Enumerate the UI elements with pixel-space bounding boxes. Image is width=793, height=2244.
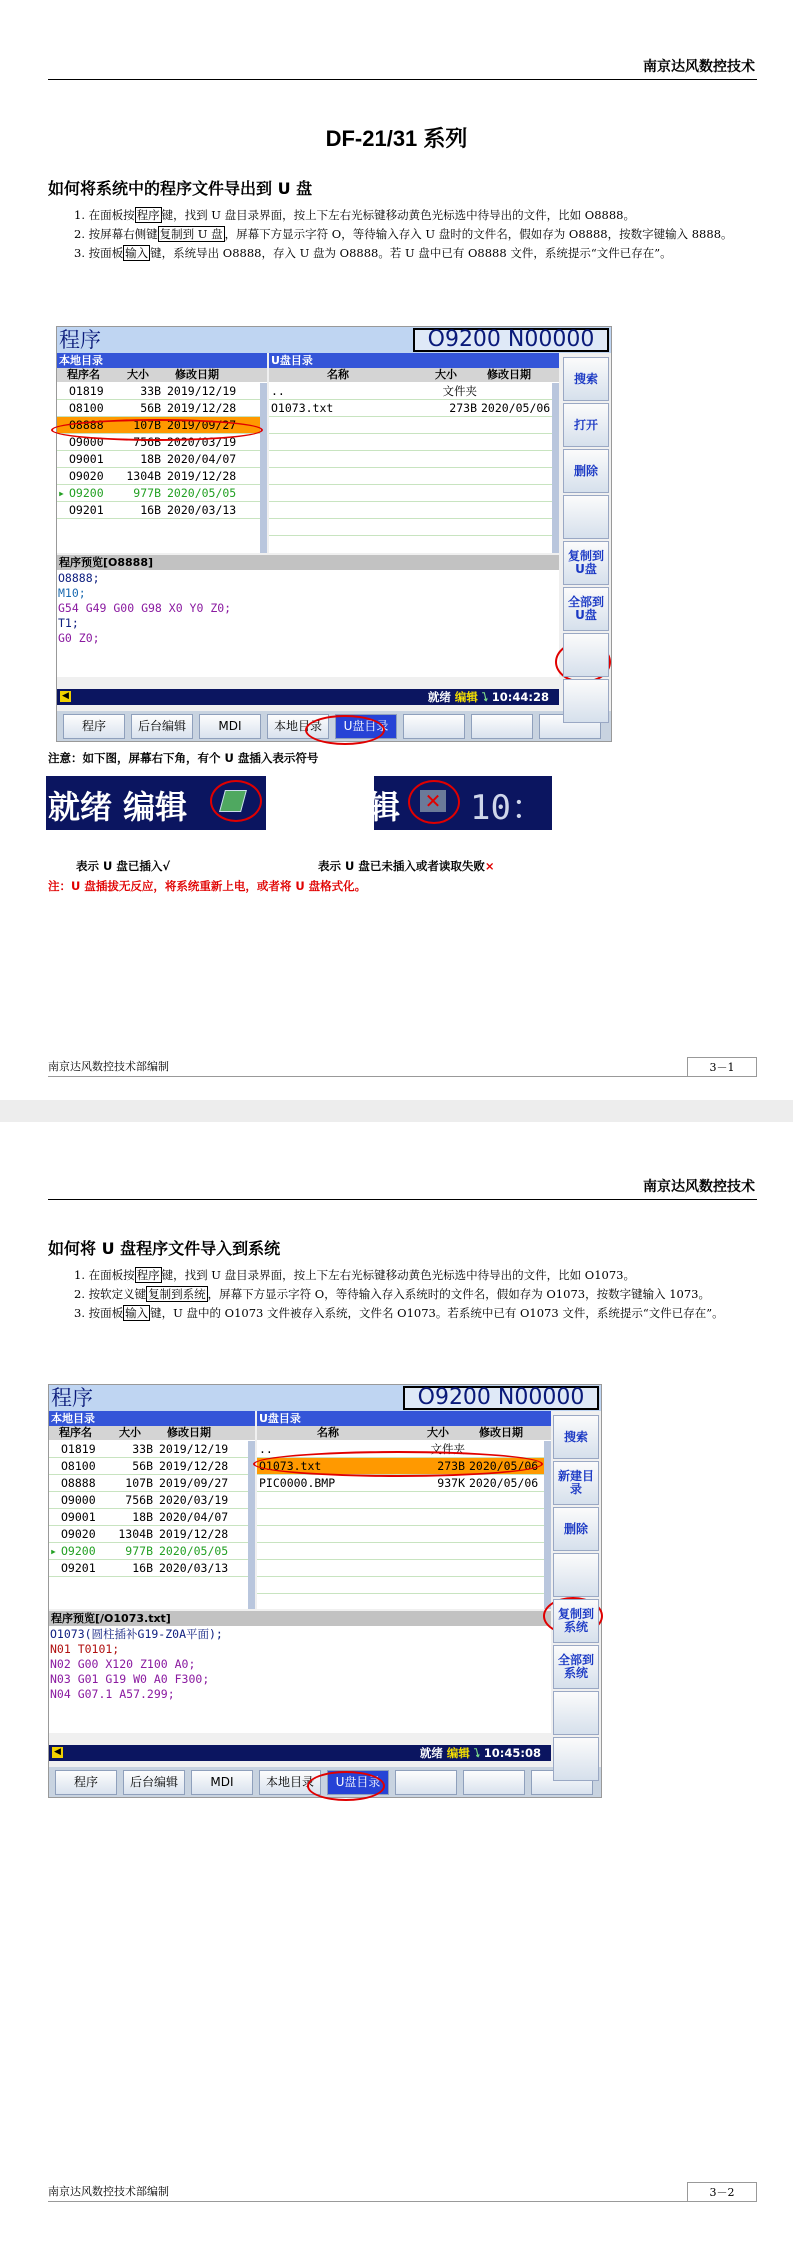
usb-file-row[interactable] xyxy=(269,434,559,451)
tab-4[interactable]: 本地目录 xyxy=(259,1770,321,1795)
local-column-header: 程序名 大小 修改日期 xyxy=(57,368,267,382)
local-scrollbar[interactable] xyxy=(260,383,267,553)
local-directory-title: 本地目录 xyxy=(57,353,267,368)
cell-date: 2020/04/07 xyxy=(167,452,237,466)
key-input: 输入 xyxy=(125,246,149,260)
status-time: 10:44:28 xyxy=(491,690,549,704)
soft-key-2[interactable]: 打开 xyxy=(563,403,609,447)
crop-edit-char: 辑 xyxy=(368,788,401,826)
screen-titlebar xyxy=(49,1385,601,1411)
usb-file-row[interactable] xyxy=(269,451,559,468)
tab-5[interactable]: U盘目录 xyxy=(327,1770,389,1795)
cell-name: O1073.txt xyxy=(259,1459,322,1473)
cnc-screen-export xyxy=(56,326,612,742)
usb-not-inserted-crop xyxy=(368,776,552,830)
cell-size: 273B xyxy=(437,1459,465,1473)
cell-size: 33B xyxy=(132,1442,153,1456)
tab-7[interactable] xyxy=(471,714,533,739)
step-3: 3. 按面板 输入 键，U 盘中的 O1073 文件被存入系统，文件名 O1073。若系统中已有 O1073 文件，系统提示“文件已存在”。 xyxy=(74,1306,724,1320)
cell-size: 56B xyxy=(140,401,161,415)
cell-date: 2019/12/28 xyxy=(159,1459,229,1473)
local-program-row[interactable] xyxy=(49,1458,255,1475)
preview-title: 程序预览[/O1073.txt] xyxy=(49,1611,551,1626)
page-header: 南京达风数控技术 xyxy=(48,54,757,80)
cell-date: 2020/04/07 xyxy=(159,1510,229,1524)
status-bar xyxy=(57,689,559,705)
cell-date: 2019/12/28 xyxy=(159,1527,229,1541)
usb-inserted-icon: ⭝ xyxy=(473,1746,480,1760)
local-program-row[interactable] xyxy=(57,434,267,451)
usb-inserted-icon: ⭝ xyxy=(481,690,488,704)
cell-name: PIC0000.BMP xyxy=(259,1476,336,1490)
local-program-row[interactable] xyxy=(57,485,267,502)
cell-date: 2019/12/28 xyxy=(167,401,237,415)
local-scrollbar[interactable] xyxy=(248,1441,255,1609)
instructions xyxy=(52,1266,760,1323)
preview-line: G54 G49 G00 G98 X0 Y0 Z0; xyxy=(58,601,232,615)
usb-file-row[interactable] xyxy=(257,1560,551,1577)
local-program-row[interactable] xyxy=(49,1475,255,1492)
cell-date: 2020/05/06 xyxy=(469,1476,539,1490)
local-program-row[interactable] xyxy=(49,1492,255,1509)
soft-key-6[interactable]: 全部到系统 xyxy=(553,1645,599,1689)
screen-title: 程序 xyxy=(51,1386,93,1410)
cell-name: O1819 xyxy=(69,384,104,398)
cell-size: 107B xyxy=(133,418,161,432)
cell-size: 756B xyxy=(125,1493,153,1507)
soft-key-6[interactable]: 全部到U盘 xyxy=(563,587,609,631)
page-number: 3－2 xyxy=(687,2182,757,2202)
status-ready: 就绪 xyxy=(427,690,451,704)
soft-key-7[interactable] xyxy=(563,633,609,677)
cell-name: O8888 xyxy=(61,1476,96,1490)
document-page-1 xyxy=(0,0,793,1100)
cell-name: O9020 xyxy=(61,1527,96,1541)
cell-name: O9000 xyxy=(61,1493,96,1507)
cell-name: O8100 xyxy=(69,401,104,415)
tab-2[interactable]: 后台编辑 xyxy=(123,1770,185,1795)
cell-date: 2019/09/27 xyxy=(159,1476,229,1490)
soft-key-2[interactable]: 新建目录 xyxy=(553,1461,599,1505)
usb-scrollbar[interactable] xyxy=(552,383,559,553)
cell-size: 文件夹 xyxy=(442,384,477,398)
section-heading: 如何将系统中的程序文件导出到 U 盘 xyxy=(48,179,313,198)
local-program-row[interactable] xyxy=(49,1543,255,1560)
tab-3[interactable]: MDI xyxy=(199,714,261,739)
cell-name: O9001 xyxy=(69,452,104,466)
status-bar xyxy=(49,1745,551,1761)
local-directory-pane xyxy=(49,1411,255,1609)
cell-name: O9020 xyxy=(69,469,104,483)
tab-6[interactable] xyxy=(395,1770,457,1795)
program-number: O9200 N00000 xyxy=(403,1386,599,1410)
step-1: 1. 在面板按 程序 键，找到 U 盘目录界面，按上下左右光标键移动黄色光标选中待导出的文件，比如 O1073。 xyxy=(74,1268,635,1282)
cell-date: 2020/05/06 xyxy=(481,401,551,415)
local-program-row[interactable] xyxy=(57,417,267,434)
cell-size: 18B xyxy=(132,1510,153,1524)
preview-line: N04 G07.1 A57.299; xyxy=(50,1687,175,1701)
preview-line: T1; xyxy=(58,616,79,630)
soft-key-3[interactable]: 删除 xyxy=(553,1507,599,1551)
cell-date: 2019/09/27 xyxy=(167,418,237,432)
cell-date: 2020/05/05 xyxy=(167,486,237,500)
local-program-row[interactable] xyxy=(57,468,267,485)
preview-line: N02 G00 X120 Z100 A0; xyxy=(50,1657,196,1671)
local-directory-pane xyxy=(57,353,267,553)
left-arrow-icon: ◀ xyxy=(60,691,71,702)
key-copy-to-system: 复制到系统 xyxy=(148,1287,206,1301)
step-2: 2. 按屏幕右侧键 复制到 U 盘 ，屏幕下方显示字符 O，等待输入存入 U 盘时的文件名，假如存为 O8888，按数字键输入 8888。 xyxy=(74,227,733,241)
cell-size: 56B xyxy=(132,1459,153,1473)
soft-key-1[interactable]: 搜索 xyxy=(553,1415,599,1459)
usb-failed-icon: ✕ xyxy=(420,790,446,812)
cell-name: .. xyxy=(259,1442,273,1456)
cell-name: O8888 xyxy=(69,418,104,432)
local-program-row[interactable] xyxy=(57,451,267,468)
preview-line: N01 T0101; xyxy=(50,1642,120,1656)
tab-7[interactable] xyxy=(463,1770,525,1795)
cell-date: 2020/03/13 xyxy=(167,503,237,517)
cell-size: 16B xyxy=(140,503,161,517)
tab-2[interactable]: 后台编辑 xyxy=(131,714,193,739)
usb-directory-title: U盘目录 xyxy=(257,1411,551,1426)
usb-file-row[interactable] xyxy=(257,1475,551,1492)
status-edit-mode: 编辑 xyxy=(454,690,478,704)
soft-key-8[interactable] xyxy=(553,1737,599,1781)
cell-size: 1304B xyxy=(118,1527,153,1541)
preview-line: M10; xyxy=(58,586,86,600)
cell-name: O9001 xyxy=(61,1510,96,1524)
cell-name: O9000 xyxy=(69,435,104,449)
instructions xyxy=(52,206,760,263)
soft-key-1[interactable]: 搜索 xyxy=(563,357,609,401)
section-heading: 如何将 U 盘程序文件导入到系统 xyxy=(48,1239,281,1258)
cell-date: 2020/03/19 xyxy=(159,1493,229,1507)
legend-not-inserted: 表示 U 盘已未插入或者读取失败× xyxy=(318,859,495,873)
key-program: 程序 xyxy=(136,1268,160,1282)
note-usb-indicator: 注意：如下图，屏幕右下角，有个 U 盘插入表示符号 xyxy=(48,751,319,765)
usb-file-row[interactable] xyxy=(257,1458,551,1475)
cell-size: 1304B xyxy=(126,469,161,483)
usb-file-row[interactable] xyxy=(269,485,559,502)
cnc-screen-import xyxy=(48,1384,602,1798)
local-program-row[interactable] xyxy=(57,502,267,519)
page-header: 南京达风数控技术 xyxy=(48,1174,757,1200)
preview-line: G0 Z0; xyxy=(58,631,100,645)
cell-date: 2020/03/19 xyxy=(167,435,237,449)
program-number: O9200 N00000 xyxy=(413,328,609,352)
tab-6[interactable] xyxy=(403,714,465,739)
status-ready: 就绪 xyxy=(419,1746,443,1760)
cell-date: 2020/05/06 xyxy=(469,1459,539,1473)
crop-time-text: 10： xyxy=(470,788,545,828)
preview-line: N03 G01 G19 W0 A0 F300; xyxy=(50,1672,210,1686)
program-preview xyxy=(57,555,559,677)
cell-date: 2019/12/19 xyxy=(159,1442,229,1456)
soft-key-4[interactable] xyxy=(563,495,609,539)
cell-size: 977B xyxy=(133,486,161,500)
soft-key-7[interactable] xyxy=(553,1691,599,1735)
usb-inserted-crop xyxy=(46,776,266,830)
cell-size: 33B xyxy=(140,384,161,398)
local-program-row[interactable] xyxy=(49,1560,255,1577)
usb-file-row[interactable] xyxy=(269,383,559,400)
cell-size: 107B xyxy=(125,1476,153,1490)
screen-titlebar xyxy=(57,327,611,353)
cell-name: O8100 xyxy=(61,1459,96,1473)
status-edit-mode: 编辑 xyxy=(446,1746,470,1760)
cell-size: 18B xyxy=(140,452,161,466)
usb-file-row[interactable] xyxy=(257,1509,551,1526)
cell-date: 2020/05/05 xyxy=(159,1544,229,1558)
key-copy-to-usb: 复制到 U 盘 xyxy=(159,227,223,241)
soft-key-3[interactable]: 删除 xyxy=(563,449,609,493)
usb-file-row[interactable] xyxy=(257,1526,551,1543)
usb-column-header: 名称 大小 修改日期 xyxy=(257,1426,551,1440)
local-column-header: 程序名 大小 修改日期 xyxy=(49,1426,255,1440)
document-page-2 xyxy=(0,1122,793,2222)
page-footer: 南京达风数控技术部编制 3－1 xyxy=(48,1057,757,1077)
cell-date: 2020/03/13 xyxy=(159,1561,229,1575)
cell-name: O1819 xyxy=(61,1442,96,1456)
cell-size: 756B xyxy=(133,435,161,449)
tab-5[interactable]: U盘目录 xyxy=(335,714,397,739)
usb-directory-pane xyxy=(257,1411,551,1609)
crop-status-text: 就绪 编辑 xyxy=(48,788,188,826)
soft-key-4[interactable] xyxy=(553,1553,599,1597)
local-program-row[interactable] xyxy=(49,1441,255,1458)
cell-size: 937K xyxy=(437,1476,465,1490)
key-program: 程序 xyxy=(136,208,160,222)
usb-file-row[interactable] xyxy=(269,400,559,417)
preview-line: O8888; xyxy=(58,571,100,585)
program-preview xyxy=(49,1611,551,1733)
cell-size: 文件夹 xyxy=(430,1442,465,1456)
usb-inserted-icon xyxy=(219,790,247,812)
local-directory-title: 本地目录 xyxy=(49,1411,255,1426)
local-program-row[interactable] xyxy=(57,383,267,400)
key-input: 输入 xyxy=(125,1306,149,1320)
cell-name: ▸ O9200 xyxy=(69,486,104,500)
cell-size: 273B xyxy=(449,401,477,415)
cell-size: 16B xyxy=(132,1561,153,1575)
usb-file-row[interactable] xyxy=(257,1441,551,1458)
step-1: 1. 在面板按 程序 键，找到 U 盘目录界面，按上下左右光标键移动黄色光标选中待导出的文件，比如 O8888。 xyxy=(74,208,635,222)
soft-key-5[interactable]: 复制到U盘 xyxy=(563,541,609,585)
legend-inserted: 表示 U 盘已插入√ xyxy=(76,859,171,873)
cell-date: 2019/12/28 xyxy=(167,469,237,483)
status-time: 10:45:08 xyxy=(483,1746,541,1760)
cell-name: O9201 xyxy=(69,503,104,517)
step-2: 2. 按软定义键 复制到系统 ，屏幕下方显示字符 O，等待输入存入系统时的文件名，假如存为 O1073，按数字键输入 1073。 xyxy=(74,1287,710,1301)
soft-key-5[interactable]: 复制到系统 xyxy=(553,1599,599,1643)
page-gap xyxy=(0,1100,793,1122)
usb-file-row[interactable] xyxy=(257,1577,551,1594)
usb-directory-title: U盘目录 xyxy=(269,353,559,368)
page-footer: 南京达风数控技术部编制 3－2 xyxy=(48,2182,757,2202)
left-arrow-icon: ◀ xyxy=(52,1747,63,1758)
usb-file-row[interactable] xyxy=(269,502,559,519)
preview-title: 程序预览[O8888] xyxy=(57,555,559,570)
usb-file-row[interactable] xyxy=(269,468,559,485)
usb-scrollbar[interactable] xyxy=(544,1441,551,1609)
cell-name: O1073.txt xyxy=(271,401,334,415)
preview-line: O1073(圆柱插补G19-Z0A平面); xyxy=(50,1627,223,1641)
page-number: 3－1 xyxy=(687,1057,757,1077)
series-title: DF-21/31 系列 xyxy=(325,126,468,151)
warning-note: 注：U 盘插拔无反应，将系统重新上电，或者将 U 盘格式化。 xyxy=(48,879,367,893)
usb-file-row[interactable] xyxy=(269,519,559,536)
tab-1[interactable]: 程序 xyxy=(63,714,125,739)
usb-file-row[interactable] xyxy=(269,417,559,434)
cell-name: .. xyxy=(271,384,285,398)
cell-name: ▸ O9200 xyxy=(61,1544,96,1558)
local-program-row[interactable] xyxy=(49,1509,255,1526)
step-3: 3. 按面板 输入 键，系统导出 O8888，存入 U 盘为 O8888。若 U 盘中已有 O8888 文件，系统提示“文件已存在”。 xyxy=(74,246,672,260)
tab-4[interactable]: 本地目录 xyxy=(267,714,329,739)
cell-size: 977B xyxy=(125,1544,153,1558)
cell-date: 2019/12/19 xyxy=(167,384,237,398)
usb-file-row[interactable] xyxy=(257,1543,551,1560)
usb-directory-pane xyxy=(269,353,559,553)
tab-1[interactable]: 程序 xyxy=(55,1770,117,1795)
tab-3[interactable]: MDI xyxy=(191,1770,253,1795)
screen-title: 程序 xyxy=(59,328,101,352)
usb-file-row[interactable] xyxy=(257,1492,551,1509)
cell-name: O9201 xyxy=(61,1561,96,1575)
usb-column-header: 名称 大小 修改日期 xyxy=(269,368,559,382)
local-program-row[interactable] xyxy=(57,400,267,417)
soft-key-8[interactable] xyxy=(563,679,609,723)
local-program-row[interactable] xyxy=(49,1526,255,1543)
